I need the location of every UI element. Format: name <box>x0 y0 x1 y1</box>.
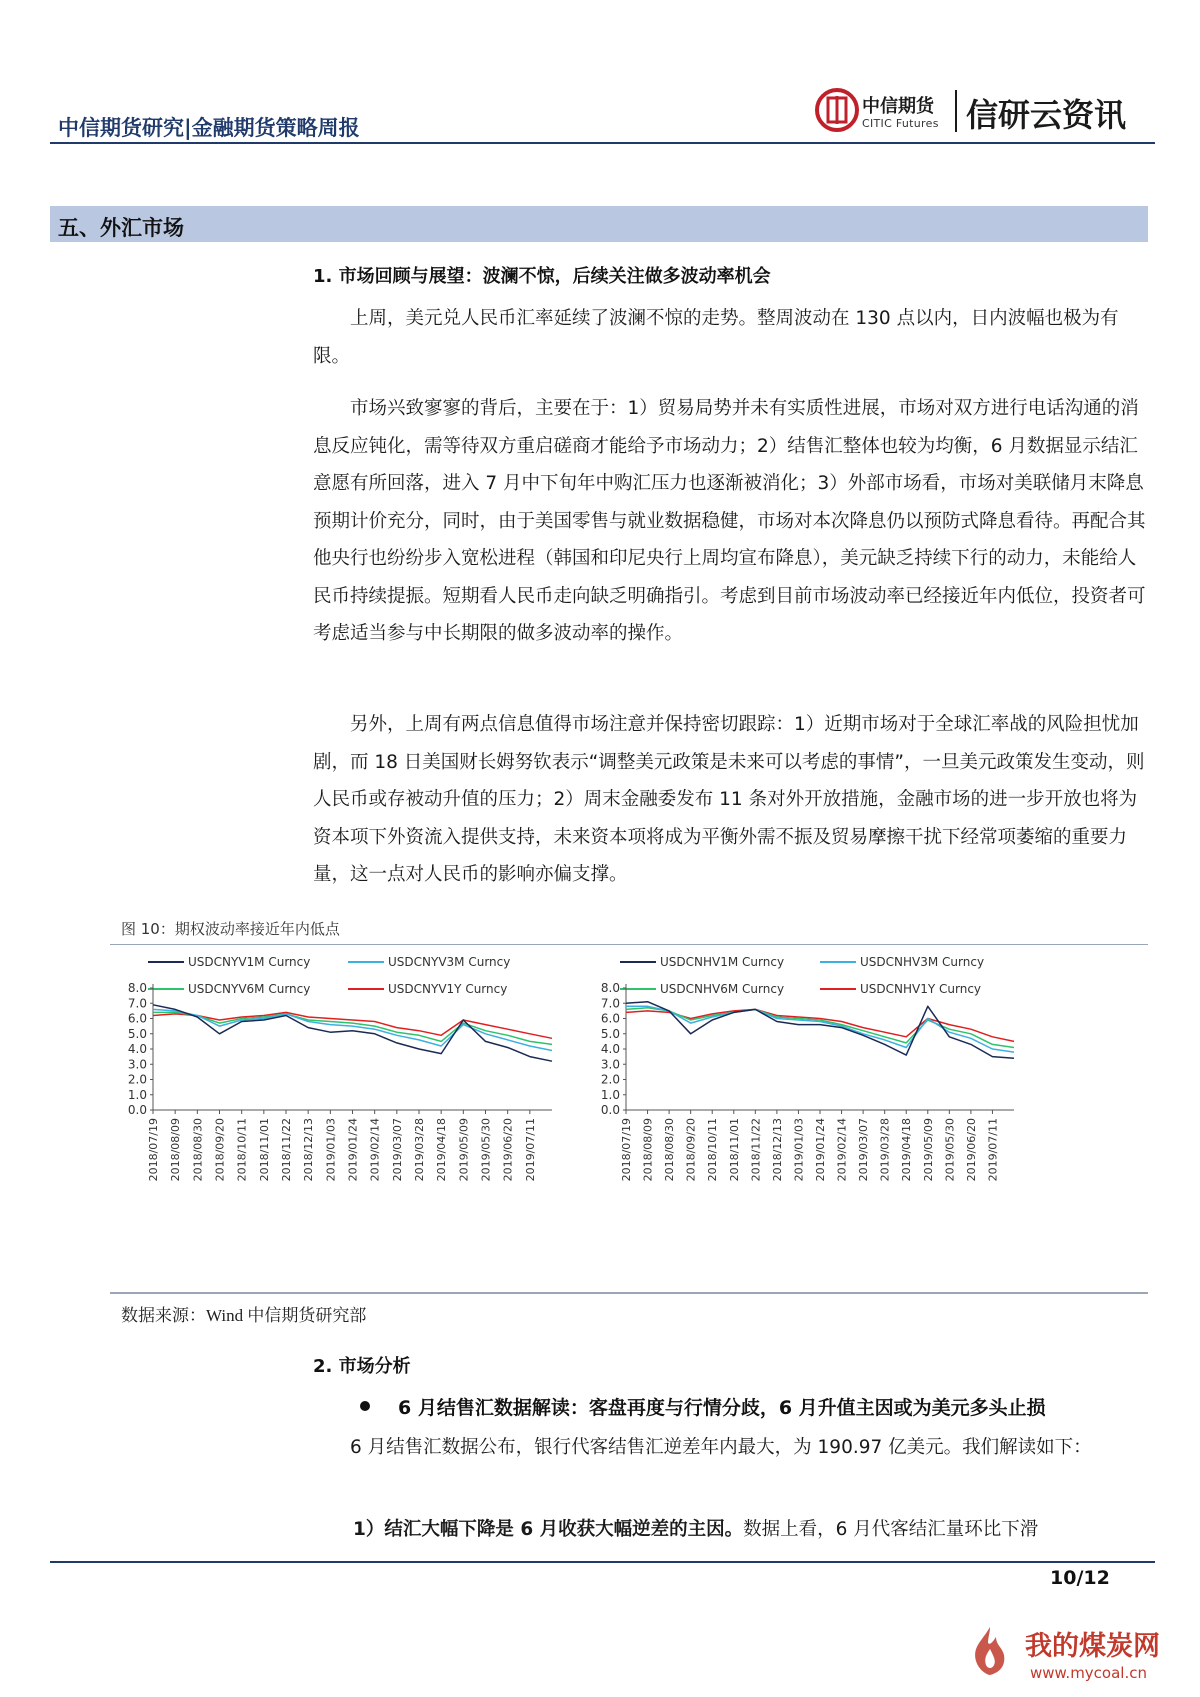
x-tick-label: 2018/10/11 <box>235 1118 249 1182</box>
y-tick-label: 1.0 <box>127 1087 147 1102</box>
x-tick-label: 2019/01/03 <box>324 1118 338 1182</box>
figure-caption: 图 10：期权波动率接近年内低点 <box>121 920 340 938</box>
series-line <box>153 1009 552 1050</box>
x-tick-label: 2019/07/11 <box>523 1118 537 1182</box>
x-tick-label: 2018/07/19 <box>620 1118 633 1182</box>
y-tick-label: 0.0 <box>600 1103 620 1117</box>
flame-logo-icon <box>962 1623 1018 1679</box>
watermark-site-name: 我的煤炭网 <box>1025 1631 1160 1662</box>
x-tick-label: 2019/03/28 <box>413 1118 426 1182</box>
section-bar <box>50 206 1148 242</box>
footer-rule <box>50 1561 1155 1563</box>
x-tick-label: 2019/04/18 <box>900 1118 914 1182</box>
y-tick-label: 8.0 <box>600 981 620 995</box>
page-number: 10/12 <box>1050 1567 1110 1589</box>
legend-label: USDCNYV6M Curncy <box>188 982 311 996</box>
x-tick-label: 2018/08/09 <box>641 1118 655 1182</box>
x-tick-label: 2019/07/11 <box>986 1118 1000 1182</box>
brand-name: 信研云资讯 <box>966 96 1127 134</box>
x-tick-label: 2019/06/20 <box>501 1118 515 1182</box>
part1-heading: 1. 市场回顾与展望：波澜不惊，后续关注做多波动率机会 <box>313 266 771 287</box>
x-tick-label: 2019/06/20 <box>964 1118 978 1182</box>
figure-top-rule <box>110 944 1148 945</box>
y-tick-label: 8.0 <box>127 981 147 995</box>
x-tick-label: 2019/03/07 <box>857 1118 871 1182</box>
legend-label: USDCNHV3M Curncy <box>860 955 985 969</box>
point-1-text: 数据上看，6 月代客结汇量环比下滑 <box>743 1519 1039 1540</box>
y-tick-label: 2.0 <box>600 1072 620 1087</box>
part2-heading: 2. 市场分析 <box>313 1356 411 1377</box>
y-tick-label: 2.0 <box>127 1072 147 1087</box>
watermark-url: www.mycoal.cn <box>1030 1664 1147 1682</box>
x-tick-label: 2019/04/18 <box>435 1118 449 1182</box>
x-tick-label: 2019/05/09 <box>457 1118 471 1182</box>
legend-label: USDCNYV1Y Curncy <box>388 982 508 996</box>
paragraph-3: 另外，上周有两点信息值得市场注意并保持密切跟踪：1）近期市场对于全球汇率战的风险担忧加剧，而 18 日美国财长姆努钦表示“调整美元政策是未来可以考虑的事情”，一旦美元政策发生变动，则人民币或存被动升值的压力；2）周末金融委发布 11 条对外开放措施，金融市场的进一步开放也将为资本项下外资流入提供支持，未来资本项将成为平衡外需不振及贸易摩擦干扰下经常项萎缩的重要力量，这一点对人民币的影响亦偏支撑。 <box>313 714 1145 885</box>
x-tick-label: 2019/05/09 <box>921 1118 935 1182</box>
y-tick-label: 7.0 <box>127 996 147 1011</box>
y-tick-label: 5.0 <box>127 1026 147 1041</box>
paragraph-1: 上周，美元兑人民币汇率延续了波澜不惊的走势。整周波动在 130 点以内，日内波幅也极为有限。 <box>313 308 1119 367</box>
paragraph-2: 市场兴致寥寥的背后，主要在于：1）贸易局势并未有实质性进展，市场对双方进行电话沟通的消息反应钝化，需等待双方重启磋商才能给予市场动力；2）结售汇整体也较为均衡，6 月数据显示结汇意愿有所回落，进入 7 月中下旬年中购汇压力也逐渐被消化；3）外部市场看，市场对美联储月末降息预期计价充分，同时，由于美国零售与就业数据稳健，市场对本次降息仍以预防式降息看待。再配合其他央行也纷纷步入宽松进程（韩国和印尼央行上周均宣布降息），美元缺乏持续下行的动力，未能给人民币持续提振。短期看人民币走向缺乏明确指引。考虑到目前市场波动率已经接近年内低位，投资者可考虑适当参与中长期限的做多波动率的操作。 <box>313 398 1146 644</box>
legend-label: USDCNHV1M Curncy <box>660 955 785 969</box>
legend-label: USDCNYV1M Curncy <box>188 955 311 969</box>
x-tick-label: 2018/12/13 <box>770 1118 784 1182</box>
y-tick-label: 7.0 <box>600 996 620 1011</box>
x-tick-label: 2019/05/30 <box>943 1118 957 1182</box>
bullet-icon <box>360 1401 370 1411</box>
y-tick-label: 3.0 <box>600 1057 620 1072</box>
x-tick-label: 2019/03/28 <box>878 1118 892 1182</box>
y-tick-label: 5.0 <box>600 1026 620 1041</box>
legend-label: USDCNYV3M Curncy <box>388 955 511 969</box>
legend-label: USDCNHV1Y Curncy <box>860 982 982 996</box>
header-rule <box>50 142 1155 144</box>
x-tick-label: 2018/10/11 <box>706 1118 720 1182</box>
series-line <box>626 1006 1014 1052</box>
x-tick-label: 2018/12/13 <box>302 1118 316 1182</box>
x-tick-label: 2019/02/14 <box>368 1118 382 1182</box>
section-title: 五、外汇市场 <box>58 216 184 240</box>
citic-logo-icon <box>815 88 859 132</box>
point-1-bold: 1）结汇大幅下降是 6 月收获大幅逆差的主因。 <box>353 1519 744 1540</box>
logo-company-en: CITIC Futures <box>862 117 939 130</box>
report-title: 中信期货研究|金融期货策略周报 <box>58 116 360 140</box>
y-tick-label: 6.0 <box>600 1011 620 1026</box>
x-tick-label: 2018/11/01 <box>727 1118 741 1182</box>
x-tick-label: 2018/11/01 <box>257 1118 271 1182</box>
x-tick-label: 2018/11/22 <box>280 1118 293 1182</box>
x-tick-label: 2018/09/20 <box>213 1118 227 1182</box>
x-tick-label: 2018/11/22 <box>749 1118 763 1182</box>
bullet-heading: 6 月结售汇数据解读：客盘再度与行情分歧，6 月升值主因或为美元多头止损 <box>398 1397 1046 1419</box>
y-tick-label: 3.0 <box>127 1057 147 1072</box>
y-tick-label: 1.0 <box>600 1087 620 1102</box>
y-tick-label: 0.0 <box>127 1103 147 1117</box>
y-tick-label: 4.0 <box>600 1042 620 1056</box>
paragraph-4: 6 月结售汇数据公布，银行代客结售汇逆差年内最大，为 190.97 亿美元。我们解读如下： <box>350 1437 1092 1458</box>
figure-bottom-rule <box>110 1292 1148 1294</box>
header-divider <box>955 90 957 132</box>
x-tick-label: 2018/08/09 <box>169 1118 183 1182</box>
data-source: 数据来源：Wind 中信期货研究部 <box>121 1306 367 1325</box>
logo-company-cn: 中信期货 <box>862 96 934 117</box>
x-tick-label: 2019/01/24 <box>814 1118 827 1182</box>
y-tick-label: 4.0 <box>127 1042 147 1056</box>
volatility-charts <box>110 946 1148 1290</box>
x-tick-label: 2019/03/07 <box>390 1118 404 1182</box>
x-tick-label: 2018/08/30 <box>191 1118 205 1182</box>
x-tick-label: 2019/02/14 <box>835 1118 849 1182</box>
series-line <box>626 1009 1014 1041</box>
x-tick-label: 2019/05/30 <box>479 1118 493 1182</box>
x-tick-label: 2018/09/20 <box>684 1118 698 1182</box>
series-line <box>153 1005 552 1061</box>
y-tick-label: 6.0 <box>127 1011 147 1026</box>
x-tick-label: 2019/01/24 <box>346 1118 360 1182</box>
point-1 <box>353 1515 1038 1541</box>
x-tick-label: 2018/08/30 <box>663 1118 677 1182</box>
x-tick-label: 2019/01/03 <box>792 1118 806 1182</box>
x-tick-label: 2018/07/19 <box>147 1118 160 1182</box>
legend-label: USDCNHV6M Curncy <box>660 982 785 996</box>
